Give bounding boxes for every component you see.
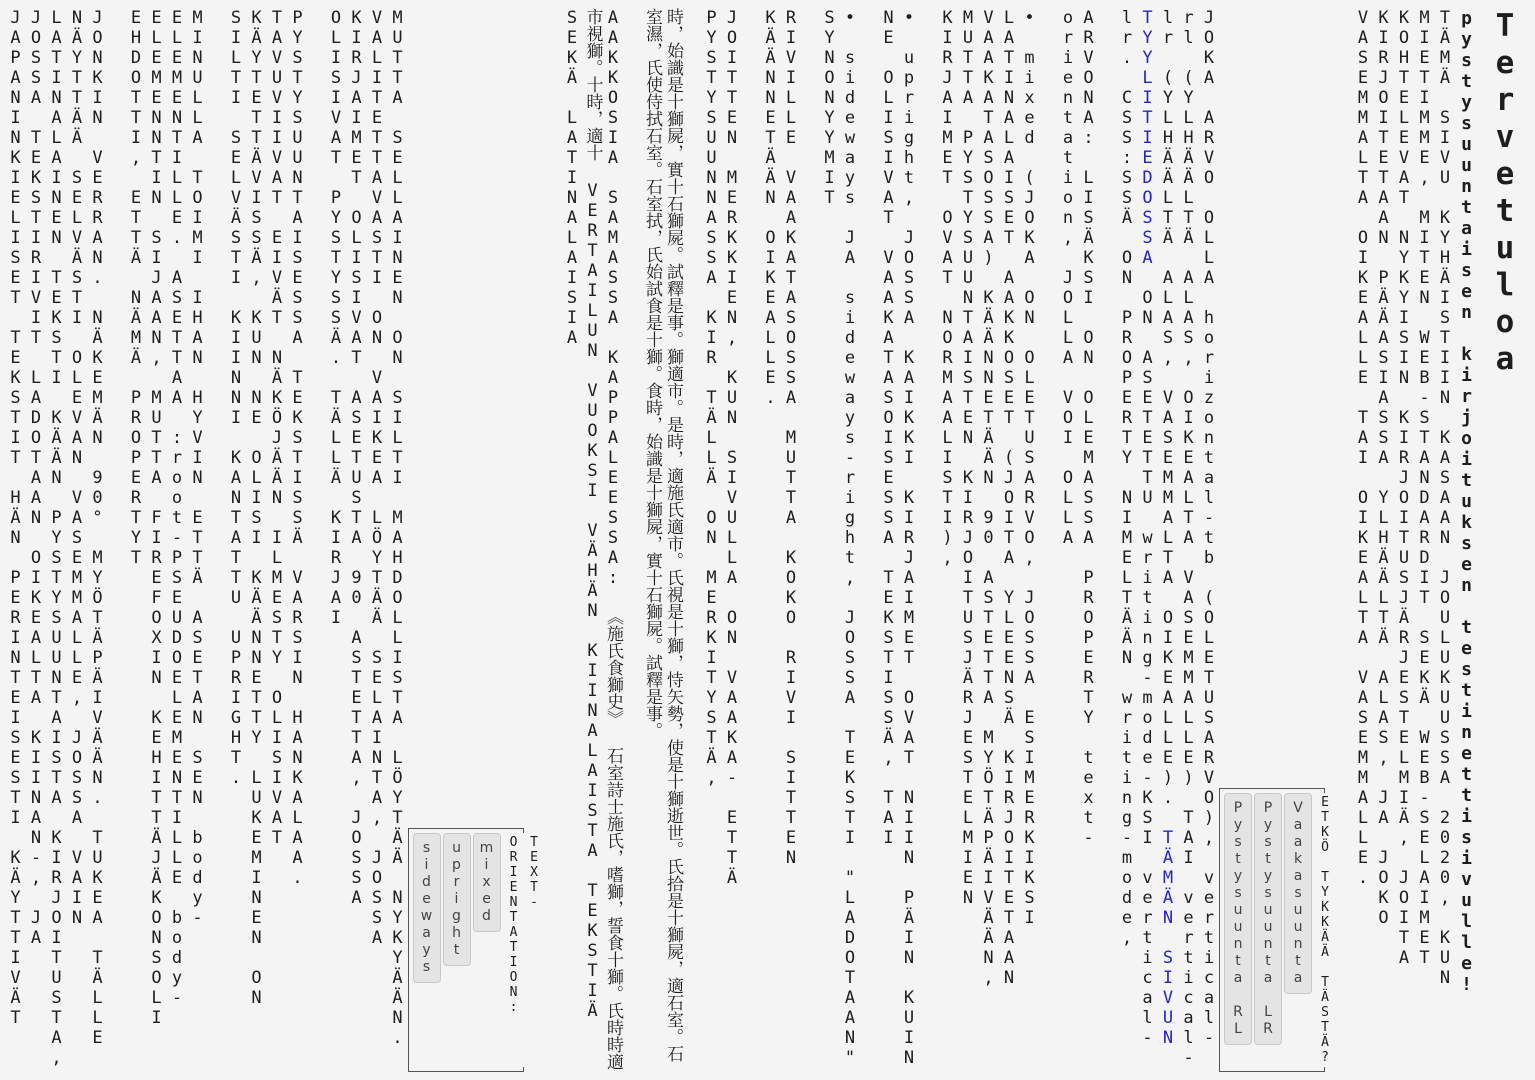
writing-mode-pre: JOKA ARVO OLLA horizontal-tb (OLETUSARVO), vertical-rl (YLHÄÄLTÄ ALAS, OIKEALTA VASEMMALLE) TAI vertical-lr (YLHÄÄLTÄ ALAS, VASEMMALTA OIKEALLE). xyxy=(1158,8,1219,1068)
mixed-scripts-paragraph: JOITTEN MERKKIEN, KUN SIVULLA ON VAAKA- ETTÄ PYSTYSUUNNASSA KIR TÄLLÄ ON MERKITYSTÄ, xyxy=(701,8,742,888)
stylesheet-link[interactable]: TÄMÄN SIVUN TYYLITIEDOSSA xyxy=(1137,8,1178,1048)
sideways-button[interactable]: sideways xyxy=(413,833,441,983)
mixed-button[interactable]: mixed xyxy=(473,833,501,932)
mixed-bullet: • mixed (JOKA ON OLETUSARVO, JOSSA ESIMERKIKSI LATINALAISET AAKKOSET (JOITA YLEENSÄ KIRJOITETAAN VAAKATASOSSA) KÄÄNNETÄÄN 90 ASTETTA MYÖTÄPÄIVÄÄN, MUTTA PYSTYSUUNTAISTEN KIRJOITUSJÄRJESTELMIEN KIRJAIMET OVAT NORMAALISTI), xyxy=(937,8,1040,988)
upright-button[interactable]: upright xyxy=(443,833,471,966)
vertical-rl-button[interactable]: Pystysuunta RL xyxy=(1224,793,1252,1045)
body-element-paragraph: MINULLA TOIMI IHAN HYVIN ETTÄ ASETAN SEN body-ELEMENTILLE. ASETTAA :root-PSEUDOELEMENTILLE body-ELEMENNTIN SIJAAN, MUTTA FIREFOXIN KEHITTÄJÄKONSOLI EHDOTTI, ETTÄ NÄMÄ PROPERTYT xyxy=(126,8,208,1028)
sideways-explanation: RIVILLE VAAKATASOSSA MUTTA KOKO RIVI SITTEN KÄÄNNETÄÄN OIKEALLE. xyxy=(760,8,801,868)
upright-bullet: • upright, JOSSA KAIKKI KIRJAIMET OVAT NIIN PÄIN KUIN NE OLISIVAT VAAKATASOISESSA TEKSTISSÄ, TAI xyxy=(878,8,919,1068)
page-title: Tervetuloa xyxy=(1487,8,1523,378)
comparison-paragraph: AAKKOSIA SAMASSA KAPPALEESSA: 《施氏食獅史》 石室詩士施氏，嗜獅，誓食十獅。氏時時適市視獅。十時，適十 VERTAILUN VUOKSI VÄHÄN KIINALAISTA TEKSTIÄ SEKÄ LATINALAISIA xyxy=(562,8,623,1070)
writing-mode-post: ON ASETETTU writing-mode-KSI vertical-lr. CSS:SSÄ ON PROPERTY NIMELTÄÄN writing-mode, xyxy=(1117,8,1158,1048)
page-subtitle: pystysuuntaisen kirjoituksen testinettisivulle! xyxy=(1456,8,1477,995)
hyphenation-paragraph: PYSTYSUUNTAISESSA TEKSTISSÄ VARSIN HANKALAA. TAVUVIIVAT EIVÄT NÄKÖJÄÄN ILMESTY OLISIVAT KÄYTETTÄVISSÄ, KUN NE OLISI KÄÄNNETTY LUKEMINEN ON SILTI SELVÄSTI KIINNI KANTATTU UPRIGHT. xyxy=(226,8,308,1008)
chinese-text: 時，始識是十獅屍，實十石獅屍。試釋是事。獅適市。是時，適施氏適市。氏視是十獅，恃矢勢，使是十獅逝世。氏拾是十獅屍，適石室。石室濕，氏使侍拭石室。石室拭，氏始試食是十獅。食時，始識是十獅屍，實十石獅屍。試釋是事。 xyxy=(642,8,683,1062)
sideways-bullet: • sideways JA sideways-right, JOSSA TEKSTI "LADOTAAN" SYNONYYMIT xyxy=(819,8,860,1068)
history-paragraph: JONKIN VERRAN. NÄKEMÄN 90° MYÖTÄPÄIVÄÄN. TUKEA TÄLLE NÄYTTÄÄ SELVÄSTI OLEVAN VASEMMALLE, JOSSA VAIN LATINALAINEN TEKSTI KÄÄN PYSTYSUUNTAISTA KIRJOITUSTA, JOSSA TEKSTIRIVIT LADOTAAN OIKEALTA KIINAN-, JA JAPANINKIELISET TEKSTIT HÄN PERINTEISESTI KÄYTTIVÄT xyxy=(5,8,108,1068)
text-orientation-paragraph: ARVONA: LISÄKSI ON OLEMASSA PROPERTY text-orientation, JOLLA VOI OLLA xyxy=(1058,8,1099,848)
direction-legend: ETKÖ TYKKÄÄ TÄSTÄ? xyxy=(1317,795,1333,1065)
vertical-lr-button[interactable]: Pystysuunta LR xyxy=(1254,793,1282,1045)
orientation-legend: TEXT-ORIENTATION: xyxy=(506,835,542,1015)
writing-mode-paragraph xyxy=(1117,8,1220,1072)
horizontal-button[interactable]: Vaakasuunta xyxy=(1284,793,1312,994)
browser-support-paragraph: MUTTA SELLAINEN ON SILTI MAHDOLLISTA LÖYTÄÄ NYKYÄÄN. VALITETTAVASTI ON VAIKEA LÖYTÄÄ SELAINTA, JOSSA KIRJAIMET OLISIVAT ASETUSTA 90 ASTETTA, JOSSA OLISIVAT PYSTYSSÄ. TÄLLÄ KIRJAI xyxy=(326,8,408,1048)
orientation-fieldset xyxy=(408,828,544,1072)
direction-fieldset xyxy=(1219,788,1335,1072)
intro-paragraph: TÄMÄ SIVU KYHÄISTIIN KASAAN JOULUKUUSSA 2020, KUN MIETIMME, MITEN WEB-STANDARDIT SEKÄ WEB-SELAIMET KOHTELEVAT NYKYISIN KIRJOITUSJÄRJESTELMIÄ, JOITA KIRJOITETAAN PÄÄASIASSA YLHÄÄLTÄ ALAS, JA JOKO VASEMMALTA OIKEALLE TAI OIKEALTA VASEMMALLE. xyxy=(1353,8,1455,988)
